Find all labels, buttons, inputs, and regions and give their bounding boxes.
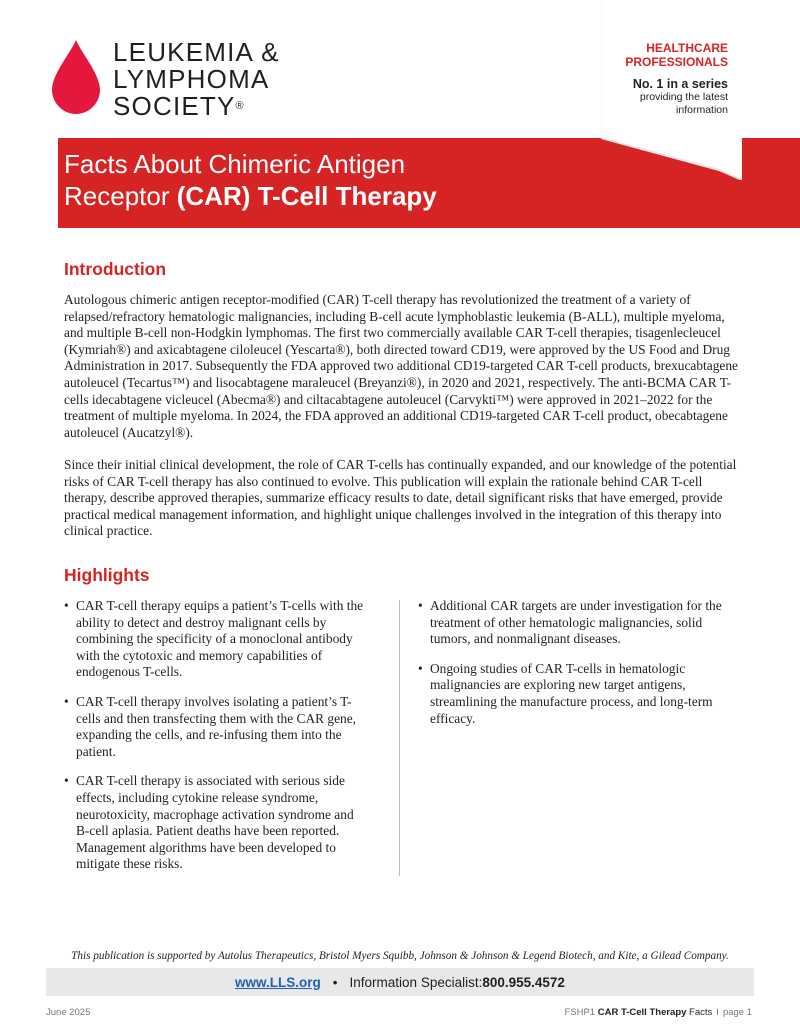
lls-website-link[interactable]: www.LLS.org bbox=[235, 974, 321, 990]
intro-paragraph-1: Autologous chimeric antigen receptor-modified (CAR) T-cell therapy has revolutionized the treatment of a variety of relapsed/refractory hematologic malignancies, including B-cell acute lymphoblastic leukemia (B-ALL), multiple myeloma, and multiple B-cell non-Hodgkin lymphomas. The first two commercially available CAR T-cell therapies, tisagenlecleucel (Kymriah®) and axicabtagene ciloleucel (Yescarta®), both directed toward CD19, were approved by the US Food and Drug Administration in 2017. Subsequently the FDA approved two additional CD19-targeted CAR T-cell products, brexucabtagene autoleucel (Tecartus™) and lisocabtagene maraleucel (Breyanzi®), in 2020 and 2021, respectively. The anti-BCMA CAR T-cells idecabtagene vicleucel (Abecma®) and ciltacabtagene autoleucel (Carvykti™) were approved in 2021–2022 for the treatment of multiple myeloma. In 2024, the FDA approved an additional CD19-targeted CAR T-cell product, obecabtagene autoleucel (Aucatzyl®). bbox=[64, 292, 739, 440]
highlights-column-right bbox=[418, 598, 738, 740]
support-statement: This publication is supported by Autolus Therapeutics, Bristol Myers Squibb, Johnson & Johnson & Legend Biotech, and Kite, a Gilead Company. bbox=[71, 950, 729, 962]
info-specialist-label: Information Specialist: bbox=[349, 974, 483, 990]
doc-code: FSHP1 bbox=[564, 1007, 598, 1018]
list-item: • Additional CAR targets are under investigation for the treatment of other hematologic malignancies, solid tumors, and nonmalignant diseases. bbox=[418, 598, 722, 647]
logo-line-1: LEUKEMIA & bbox=[113, 37, 280, 67]
list-item: • CAR T-cell therapy equips a patient’s T-cells with the ability to detect and destroy malignant cells by combining the specificity of a monoclonal antibody with the cytotoxic and memory capabilities of endogenous T-cells. bbox=[64, 598, 364, 680]
list-item: • CAR T-cell therapy involves isolating a patient’s T-cells and then transfecting them with the CAR gene, expanding the cells, and re-infusing them into the patient. bbox=[64, 693, 357, 759]
logo-line-2: LYMPHOMA bbox=[113, 64, 270, 94]
title-line-1: Facts About Chimeric Antigen bbox=[64, 149, 406, 179]
audience-label-line-2: PROFESSIONALS bbox=[625, 55, 728, 69]
column-divider bbox=[399, 600, 400, 876]
bullet-icon: • bbox=[64, 598, 69, 613]
bullet-icon: • bbox=[64, 693, 69, 709]
lls-drop-logo-icon bbox=[52, 40, 100, 114]
list-item: • CAR T-cell therapy is associated with serious side effects, including cytokine release syndrome, neurotoxicity, macrophage activation syndrome and B-cell aplasia. Patient deaths have been reported. Management algorithms have been developed to mitigate these risks. bbox=[64, 773, 354, 872]
publication-date: June 2025 bbox=[46, 1007, 91, 1018]
page-title bbox=[64, 148, 437, 212]
bullet-icon: • bbox=[418, 598, 423, 613]
series-sub-line-2: information bbox=[676, 104, 728, 116]
registered-mark: ® bbox=[235, 100, 244, 112]
page-info bbox=[564, 1007, 752, 1018]
series-tab-text bbox=[606, 41, 728, 117]
introduction-heading: Introduction bbox=[64, 259, 167, 279]
page-number: page 1 bbox=[722, 1007, 752, 1018]
logo-line-3: SOCIETY® bbox=[113, 91, 244, 121]
doc-title: CAR T-Cell Therapy bbox=[597, 1007, 687, 1018]
title-line-2: Receptor (CAR) T-Cell Therapy bbox=[64, 181, 437, 211]
title-bold-part: (CAR) T-Cell Therapy bbox=[176, 181, 437, 211]
series-sub-line-1: providing the latest bbox=[639, 91, 728, 103]
bullet-icon: • bbox=[418, 660, 423, 676]
audience-label-line-1: HEALTHCARE bbox=[646, 41, 728, 55]
highlights-column-left bbox=[64, 598, 369, 886]
doc-title-rest: Facts bbox=[686, 1007, 713, 1018]
highlights-heading: Highlights bbox=[64, 565, 150, 585]
contact-bar bbox=[46, 968, 754, 996]
pipe-separator: I bbox=[716, 1007, 719, 1018]
list-item: • Ongoing studies of CAR T-cells in hematologic malignancies are exploring new target antigens, streamlining the manufacture process, and long-term efficacy. bbox=[418, 660, 713, 726]
info-specialist-phone[interactable]: 800.955.4572 bbox=[482, 974, 565, 990]
bullet-icon: • bbox=[64, 773, 69, 789]
separator-dot: • bbox=[332, 974, 338, 990]
series-number: No. 1 in a series bbox=[632, 77, 728, 91]
lls-logo-wordmark[interactable] bbox=[113, 39, 280, 120]
intro-paragraph-2: Since their initial clinical development, the role of CAR T-cells has continually expanded, and our knowledge of the potential risks of CAR T-cell therapy has also continued to evolve. This publication will explain the rationale behind CAR T-cell therapy, describe approved therapies, summarize efficacy results to date, detail significant risks that have emerged, provide practical medical management information, and highlight unique challenges involved in the integration of this therapy into clinical practice. bbox=[64, 457, 737, 539]
